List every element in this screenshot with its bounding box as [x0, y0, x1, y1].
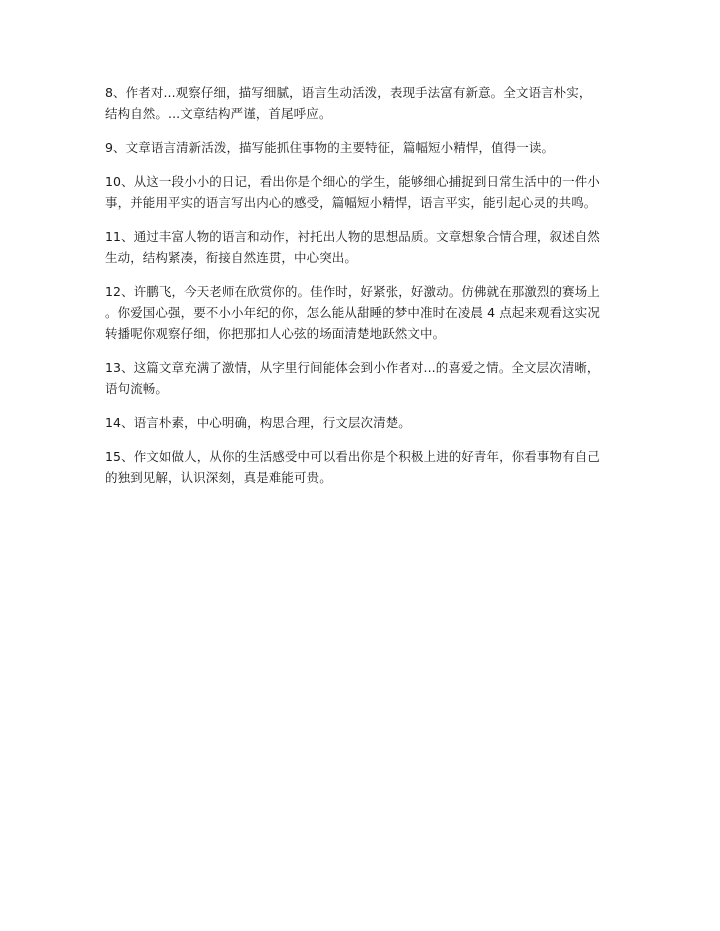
comment-item-14: 14、语言朴素，中心明确，构思合理，行文层次清楚。	[105, 415, 411, 430]
comment-list	[105, 82, 615, 501]
comment-item-11: 11、通过丰富人物的语言和动作，衬托出人物的思想品质。文章想象合情合理，叙述自然 生动，结构紧凑，衔接自然连贯，中心突出。	[105, 229, 600, 265]
comment-item-9: 9、文章语言清新活泼，描写能抓住事物的主要特征，篇幅短小精悍，值得一读。	[105, 140, 555, 155]
comment-item-8: 8、作者对...观察仔细，描写细腻，语言生动活泼，表现手法富有新意。全文语言朴实， 结构自然。...文章结构严谨，首尾呼应。	[105, 85, 592, 121]
comment-item-13: 13、这篇文章充满了激情，从字里行间能体会到小作者对...的喜爱之情。全文层次清晰， 语句流畅。	[105, 360, 600, 396]
comment-item-12: 12、许鹏飞，今天老师在欣赏你的。佳作时，好紧张，好激动。仿佛就在那激烈的赛场上 。你爱国心强，要不小小年纪的你，怎么能从甜睡的梦中准时在凌晨 4 点起来观看这实况 转播呢你观察仔细，你把那扣人心弦的场面清楚地跃然文中。	[105, 284, 601, 341]
comment-item-10: 10、从这一段小小的日记，看出你是个细心的学生，能够细心捕捉到日常生活中的一件小 事，并能用平实的语言写出内心的感受，篇幅短小精悍，语言平实，能引起心灵的共鸣。	[105, 174, 600, 210]
comment-item-15: 15、作文如做人，从你的生活感受中可以看出你是个积极上进的好青年，你看事物有自己 的独到见解，认识深刻，真是难能可贵。	[105, 449, 600, 485]
